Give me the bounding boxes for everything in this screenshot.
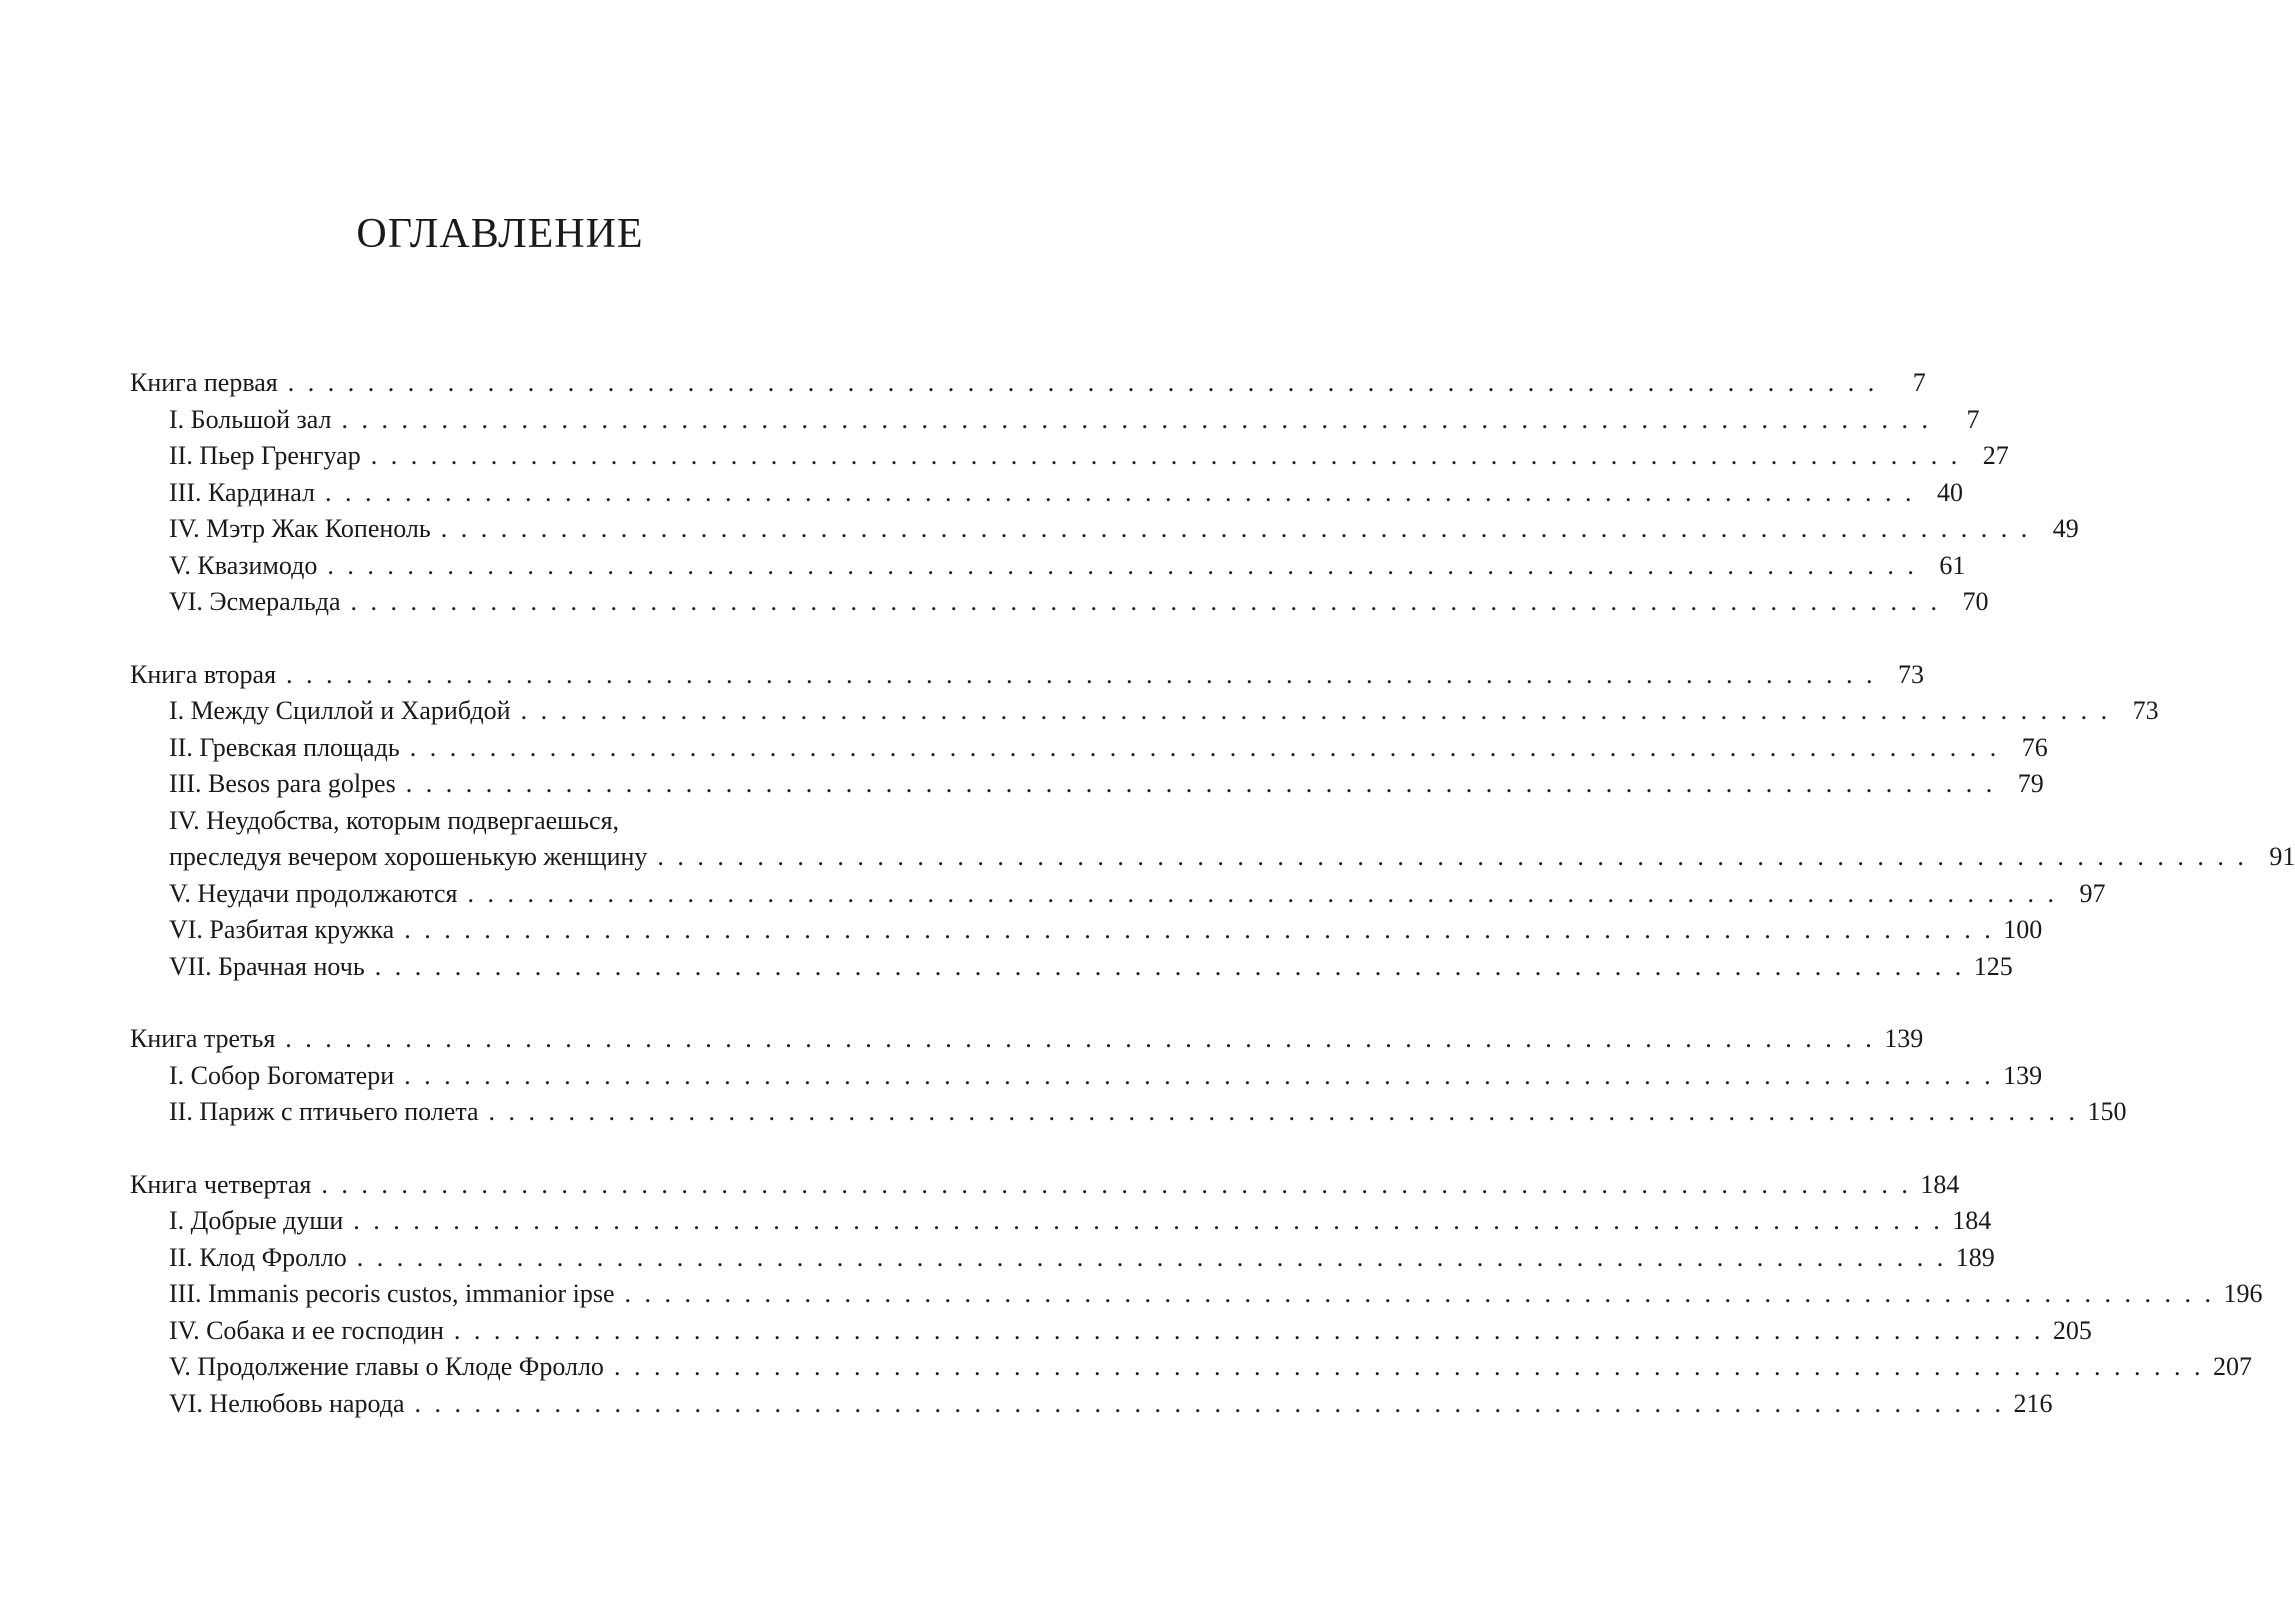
dot-leader: . . . . . . . . . . . . . . . . . . . . . . . . . . . . . . . . . . . . . . . . . . . . . . . . . . . . . . . . . . . . . . . . . . . . . . . . . . . . . . . . (405, 769, 1996, 798)
chapter-entry (130, 949, 2013, 986)
dot-leader: . . . . . . . . . . . . . . . . . . . . . . . . . . . . . . . . . . . . . . . . . . . . . . . . . . . . . . . . . . . . . . . . . . . . . . . . . . . . . . . . (286, 659, 1877, 689)
chapter-entry-title: IV. Неудобства, которым подвергаешься, (169, 805, 620, 835)
book-entry-page-number: 139 (1884, 1024, 1924, 1053)
dot-leader: . . . . . . . . . . . . . . . . . . . . . . . . . . . . . . . . . . . . . . . . . . . . . . . . . . . . . . . . . . . . . . . . . . . . . . . . . . . . . . . . (404, 915, 1995, 944)
dot-leader: . . . . . . . . . . . . . . . . . . . . . . . . . . . . . . . . . . . . . . . . . . . . . . . . . . . . . . . . . . . . . . . . . . . . . . . . . . . . . . . . (370, 441, 1961, 470)
chapter-entry-title: I. Собор Богоматери (169, 1060, 395, 1090)
dot-leader: . . . . . . . . . . . . . . . . . . . . . . . . . . . . . . . . . . . . . . . . . . . . . . . . . . . . . . . . . . . . . . . . . . . . . . . . . . . . . . . . (341, 404, 1932, 434)
dot-leader: . . . . . . . . . . . . . . . . . . . . . . . . . . . . . . . . . . . . . . . . . . . . . . . . . . . . . . . . . . . . . . . . . . . . . . . . . . . . . . . . (374, 951, 1965, 981)
chapter-entry-title: II. Гревская площадь (169, 732, 400, 762)
dot-leader: . . . . . . . . . . . . . . . . . . . . . . . . . . . . . . . . . . . . . . . . . . . . . . . . . . . . . . . . . . . . . . . . . . . . . . . . . . . . . . . . (285, 1024, 1876, 1053)
chapter-entry-title: V. Квазимодо (169, 550, 318, 580)
chapter-entry-page-number: 184 (1952, 1206, 1992, 1235)
chapter-entry-page-number: 73 (2132, 696, 2159, 725)
chapter-entry-title: V. Продолжение главы о Клоде Фролло (169, 1352, 604, 1381)
dot-leader: . . . . . . . . . . . . . . . . . . . . . . . . . . . . . . . . . . . . . . . . . . . . . . . . . . . . . . . . . . . . . . . . . . . . . . . . . . . . . . . . (327, 550, 1918, 580)
chapter-entry (130, 1058, 2043, 1095)
chapter-entry-page-number: 27 (1982, 441, 2009, 470)
chapter-entry (130, 511, 2079, 548)
chapter-entry-title: I. Между Сциллой и Харибдой (169, 696, 511, 725)
book-entry-page-number: 184 (1920, 1169, 1960, 1199)
dot-leader: . . . . . . . . . . . . . . . . . . . . . . . . . . . . . . . . . . . . . . . . . . . . . . . . . . . . . . . . . . . . . . . . . . . . . . . . . . . . . . . . (404, 1060, 1995, 1090)
chapter-entry-title: IV. Мэтр Жак Копеноль (169, 514, 431, 543)
book-entry-title: Книга четвертая (130, 1169, 312, 1199)
chapter-entry-title: II. Клод Фролло (169, 1242, 347, 1272)
dot-leader: . . . . . . . . . . . . . . . . . . . . . . . . . . . . . . . . . . . . . . . . . . . . . . . . . . . . . . . . . . . . . . . . . . . . . . . . . . . . . . . . (414, 1388, 2005, 1418)
chapter-entry-title: VI. Эсмеральда (169, 587, 341, 616)
chapter-entry-page-number: 150 (2087, 1097, 2127, 1126)
book-entry-title: Книга третья (130, 1024, 276, 1053)
chapter-entry-page-number: 196 (2223, 1279, 2263, 1308)
chapter-entry (130, 1094, 2127, 1131)
book-entry-title: Книга первая (130, 368, 278, 397)
chapter-entry (130, 803, 885, 840)
chapter-entry-page-number: 49 (2052, 514, 2079, 543)
page-title: ОГЛАВЛЕНИЕ (356, 211, 644, 258)
dot-leader: . . . . . . . . . . . . . . . . . . . . . . . . . . . . . . . . . . . . . . . . . . . . . . . . . . . . . . . . . . . . . . . . . . . . . . . . . . . . . . . . (488, 1097, 2079, 1126)
chapter-entry (130, 548, 1966, 585)
dot-leader: . . . . . . . . . . . . . . . . . . . . . . . . . . . . . . . . . . . . . . . . . . . . . . . . . . . . . . . . . . . . . . . . . . . . . . . . . . . . . . . . (613, 1352, 2204, 1381)
book-entry (130, 657, 1925, 694)
dot-leader: . . . . . . . . . . . . . . . . . . . . . . . . . . . . . . . . . . . . . . . . . . . . . . . . . . . . . . . . . . . . . . . . . . . . . . . . . . . . . . . . (409, 732, 2000, 762)
chapter-entry-page-number: 40 (1936, 477, 1963, 507)
dot-leader: . . . . . . . . . . . . . . . . . . . . . . . . . . . . . . . . . . . . . . . . . . . . . . . . . . . . . . . . . . . . . . . . . . . . . . . . . . . . . . . . (324, 477, 1915, 507)
chapter-entry-title: II. Париж с птичьего полета (169, 1097, 479, 1126)
chapter-entry-title: III. Кардинал (169, 477, 315, 507)
chapter-entry (130, 1313, 2092, 1350)
chapter-entry (130, 1240, 1995, 1277)
chapter-entry (130, 730, 2048, 767)
chapter-entry (130, 402, 1980, 439)
chapter-entry-title: I. Большой зал (169, 404, 332, 434)
chapter-entry-title: III. Besos para golpes (169, 769, 396, 798)
dot-leader: . . . . . . . . . . . . . . . . . . . . . . . . . . . . . . . . . . . . . . . . . . . . . . . . . . . . . . . . . . . . . . . . . . . . . . . . . . . . . . . . (624, 1279, 2215, 1308)
book-entry-page-number: 73 (1898, 659, 1925, 689)
chapter-entry-title: VI. Нелюбовь народа (169, 1388, 405, 1418)
chapter-entry-title: V. Неудачи продолжаются (169, 878, 458, 908)
chapter-entry (130, 912, 2043, 949)
chapter-entry (130, 1203, 1992, 1240)
chapter-entry (130, 1276, 2263, 1313)
dot-leader: . . . . . . . . . . . . . . . . . . . . . . . . . . . . . . . . . . . . . . . . . . . . . . . . . . . . . . . . . . . . . . . . . . . . . . . . . . . . . . . . (353, 1206, 1944, 1235)
book-entry (130, 1021, 1924, 1058)
chapter-entry-title: преследуя вечером хорошенькую женщину (169, 842, 648, 871)
chapter-entry (130, 876, 2106, 913)
chapter-entry (130, 839, 2295, 876)
book-section (130, 1021, 2127, 1131)
dot-leader: . . . . . . . . . . . . . . . . . . . . . . . . . . . . . . . . . . . . . . . . . . . . . . . . . . . . . . . . . . . . . . . . . . . . . . . . . . . . . . . . (657, 842, 2248, 871)
dot-leader: . . . . . . . . . . . . . . . . . . . . . . . . . . . . . . . . . . . . . . . . . . . . . . . . . . . . . . . . . . . . . . . . . . . . . . . . . . . . . . . . (453, 1315, 2044, 1345)
chapter-entry-page-number: 70 (1962, 587, 1989, 616)
chapter-entry (130, 1386, 2053, 1423)
chapter-entry-page-number: 97 (2079, 878, 2106, 908)
dot-leader: . . . . . . . . . . . . . . . . . . . . . . . . . . . . . . . . . . . . . . . . . . . . . . . . . . . . . . . . . . . . . . . . . . . . . . . . . . . . . . . . (350, 587, 1941, 616)
chapter-entry-page-number: 79 (2017, 769, 2044, 798)
dot-leader: . . . . . . . . . . . . . . . . . . . . . . . . . . . . . . . . . . . . . . . . . . . . . . . . . . . . . . . . . . . . . . . . . . . . . . . . . . . . . . . . (321, 1169, 1912, 1199)
chapter-entry-page-number: 91 (2269, 842, 2295, 871)
chapter-entry (130, 475, 1963, 512)
book-entry-page-number: 7 (1912, 368, 1926, 397)
book-section (130, 365, 2079, 621)
chapter-entry-page-number: 205 (2052, 1315, 2092, 1345)
dot-leader: . . . . . . . . . . . . . . . . . . . . . . . . . . . . . . . . . . . . . . . . . . . . . . . . . . . . . . . . . . . . . . . . . . . . . . . . . . . . . . . . (356, 1242, 1947, 1272)
chapter-entry-page-number: 207 (2212, 1352, 2252, 1381)
book-section (130, 1167, 2263, 1423)
chapter-entry-title: VII. Брачная ночь (169, 951, 365, 981)
dot-leader: . . . . . . . . . . . . . . . . . . . . . . . . . . . . . . . . . . . . . . . . . . . . . . . . . . . . . . . . . . . . . . . . . . . . . . . . . . . . . . . . (520, 696, 2111, 725)
chapter-entry-page-number: 139 (2003, 1060, 2043, 1090)
chapter-entry-page-number: 216 (2013, 1388, 2053, 1418)
chapter-entry-title: III. Immanis pecoris custos, immanior ipse (169, 1279, 615, 1308)
book-entry (130, 1167, 1960, 1204)
chapter-entry-page-number: 125 (1973, 951, 2013, 981)
chapter-entry-page-number: 100 (2003, 915, 2043, 944)
chapter-entry-page-number: 189 (1955, 1242, 1995, 1272)
book-section (130, 657, 2295, 986)
book-entry (130, 365, 1926, 402)
chapter-entry-title: IV. Собака и ее господин (169, 1315, 444, 1345)
chapter-entry-title: II. Пьер Гренгуар (169, 441, 361, 470)
table-of-contents (130, 365, 2295, 1458)
chapter-entry (130, 1349, 2252, 1386)
chapter-entry (130, 584, 1989, 621)
chapter-entry-title: I. Добрые души (169, 1206, 344, 1235)
chapter-entry-page-number: 76 (2021, 732, 2048, 762)
chapter-entry-page-number: 7 (1966, 404, 1980, 434)
dot-leader: . . . . . . . . . . . . . . . . . . . . . . . . . . . . . . . . . . . . . . . . . . . . . . . . . . . . . . . . . . . . . . . . . . . . . . . . . . . . . . . . (440, 514, 2031, 543)
book-entry-title: Книга вторая (130, 659, 277, 689)
dot-leader: . . . . . . . . . . . . . . . . . . . . . . . . . . . . . . . . . . . . . . . . . . . . . . . . . . . . . . . . . . . . . . . . . . . . . . . . . . . . . . . . (467, 878, 2058, 908)
chapter-entry-page-number: 61 (1939, 550, 1966, 580)
chapter-entry (130, 693, 2159, 730)
chapter-entry (130, 438, 2009, 475)
chapter-entry (130, 766, 2044, 803)
chapter-entry-title: VI. Разбитая кружка (169, 915, 395, 944)
dot-leader: . . . . . . . . . . . . . . . . . . . . . . . . . . . . . . . . . . . . . . . . . . . . . . . . . . . . . . . . . . . . . . . . . . . . . . . . . . . . . . . . (287, 368, 1878, 397)
